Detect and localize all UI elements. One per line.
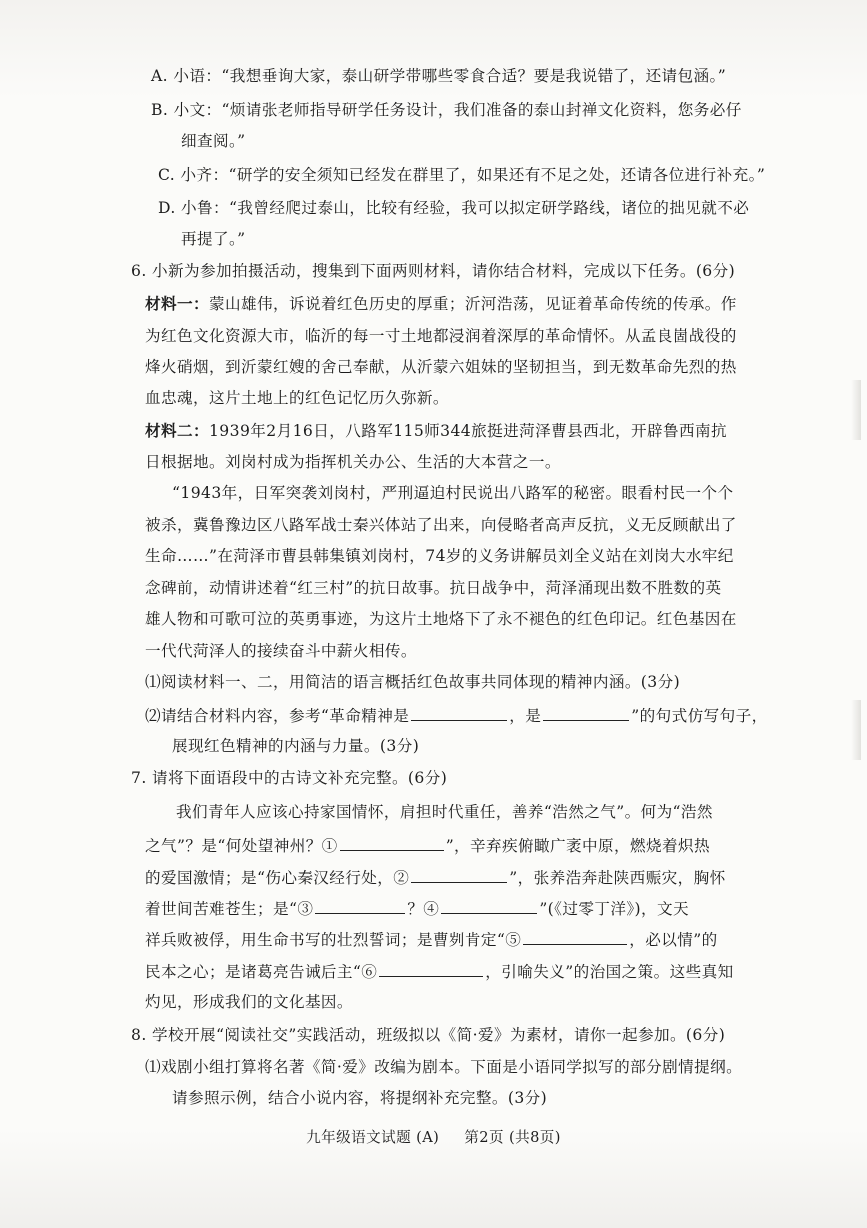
- answer-blank-1[interactable]: [411, 705, 507, 721]
- q6-material2-line7: 雄人物和可歌可泣的英勇事迹，为这片土地烙下了永不褪色的红色印记。红色基因在: [145, 610, 737, 628]
- q6-material2-line1: 材料二：1939年2月16日，八路军115师344旅挺进菏泽曹县西北，开辟鲁西南抗: [145, 421, 728, 440]
- q6-subquestion-1: ⑴阅读材料一、二，用简洁的语言概括红色故事共同体现的精神内涵。(3分): [145, 673, 681, 691]
- option-c: C. 小齐：“研学的安全须知已经发在群里了，如果还有不足之处，还请各位进行补充。”: [158, 166, 766, 184]
- option-a: A. 小语：“我想垂询大家，泰山研学带哪些零食合适？要是我说错了，还请包涵。”: [151, 67, 727, 85]
- q7-line7: 灼见，形成我们的文化基因。: [145, 993, 353, 1011]
- q7-line4: 着世间苦难苍生；是“③ ？④ ”(《过零丁洋》)，文天: [145, 900, 689, 918]
- q6-material2-line2: 日根据地。刘岗村成为指挥机关办公、生活的大本营之一。: [145, 453, 561, 471]
- q8-stem: 8. 学校开展“阅读社交”实践活动，班级拟以《简·爱》为素材，请你一起参加。(6分): [131, 1026, 726, 1044]
- q7-line2: 之气”？是“何处望神州？① ”，辛弃疾俯瞰广袤中原，燃烧着炽热: [145, 837, 710, 855]
- option-b-line1: B. 小文：“烦请张老师指导研学任务设计，我们准备的泰山封禅文化资料，您务必仔: [151, 101, 742, 119]
- q6-material2-line3: “1943年，日军突袭刘岗村，严刑逼迫村民说出八路军的秘密。眼看村民一个个: [172, 484, 734, 502]
- q7-line5: 祥兵败被俘，用生命书写的壮烈誓词；是曹刿肯定“⑤ ，必以情”的: [145, 931, 718, 949]
- q7-line3: 的爱国激情；是“伤心秦汉经行处，② ”，张养浩奔赴陕西赈灾，胸怀: [145, 869, 726, 887]
- material2-label: 材料二：: [145, 421, 209, 440]
- poem-blank-4[interactable]: [441, 898, 537, 914]
- q6-material2-line8: 一代代菏泽人的接续奋斗中薪火相传。: [145, 642, 417, 660]
- poem-blank-2[interactable]: [411, 867, 507, 883]
- option-d-line2: 再提了。”: [181, 230, 246, 248]
- q8-subquestion-1-line2: 请参照示例，结合小说内容，将提纲补充完整。(3分): [172, 1089, 548, 1107]
- option-d-line1: D. 小鲁：“我曾经爬过泰山，比较有经验，我可以拟定研学路线，诸位的拙见就不必: [158, 199, 750, 217]
- q6-stem: 6. 小新为参加拍摄活动，搜集到下面两则材料，请你结合材料，完成以下任务。(6分): [131, 262, 736, 280]
- q6-material1-line4: 血忠魂，这片土地上的红色记忆历久弥新。: [145, 389, 449, 407]
- q6-subquestion-2-line2: 展现红色精神的内涵与力量。(3分): [172, 737, 420, 755]
- q7-stem: 7. 请将下面语段中的古诗文补充完整。(6分): [131, 769, 448, 787]
- q6-material2-line5: 生命……”在菏泽市曹县韩集镇刘岗村，74岁的义务讲解员刘全义站在刘岗大水牢纪: [145, 547, 734, 565]
- footer-page-number: 第2页 (共8页): [464, 1129, 561, 1146]
- material1-label: 材料一：: [145, 294, 209, 313]
- answer-blank-2[interactable]: [543, 705, 629, 721]
- poem-blank-3[interactable]: [315, 898, 405, 914]
- q6-material2-line6: 念碑前，动情讲述着“红三村”的抗日故事。抗日战争中，菏泽涌现出数不胜数的英: [145, 579, 722, 597]
- poem-blank-1[interactable]: [340, 835, 444, 851]
- poem-blank-5[interactable]: [523, 929, 627, 945]
- scan-shadow: [851, 380, 861, 440]
- poem-blank-6[interactable]: [379, 961, 483, 977]
- q7-line6: 民本之心；是诸葛亮告诫后主“⑥ ，引喻失义”的治国之策。这些真知: [145, 963, 734, 981]
- q6-material1-line1: 材料一：蒙山雄伟，诉说着红色历史的厚重；沂河浩荡，见证着革命传统的传承。作: [145, 294, 737, 313]
- scan-shadow: [851, 700, 861, 760]
- q6-material2-line4: 被杀，冀鲁豫边区八路军战士秦兴体站了出来，向侵略者高声反抗，义无反顾献出了: [145, 516, 737, 534]
- q6-material1-line2: 为红色文化资源大市，临沂的每一寸土地都浸润着深厚的革命情怀。从孟良崮战役的: [145, 327, 737, 345]
- q7-line1: 我们青年人应该心持家国情怀，肩担时代重任，善养“浩然之气”。何为“浩然: [176, 803, 713, 821]
- q6-subquestion-2: ⑵请结合材料内容，参考“革命精神是 ，是 ”的句式仿写句子，: [145, 707, 768, 725]
- page-footer: [0, 1126, 867, 1147]
- footer-exam-title: 九年级语文试题 (A): [306, 1129, 440, 1146]
- q8-subquestion-1-line1: ⑴戏剧小组打算将名著《简·爱》改编为剧本。下面是小语同学拟写的部分剧情提纲。: [145, 1058, 743, 1076]
- q6-material1-line3: 烽火硝烟，到沂蒙红嫂的舍己奉献，从沂蒙六姐妹的坚韧担当，到无数革命先烈的热: [145, 358, 737, 376]
- option-b-line2: 细查阅。”: [181, 132, 246, 150]
